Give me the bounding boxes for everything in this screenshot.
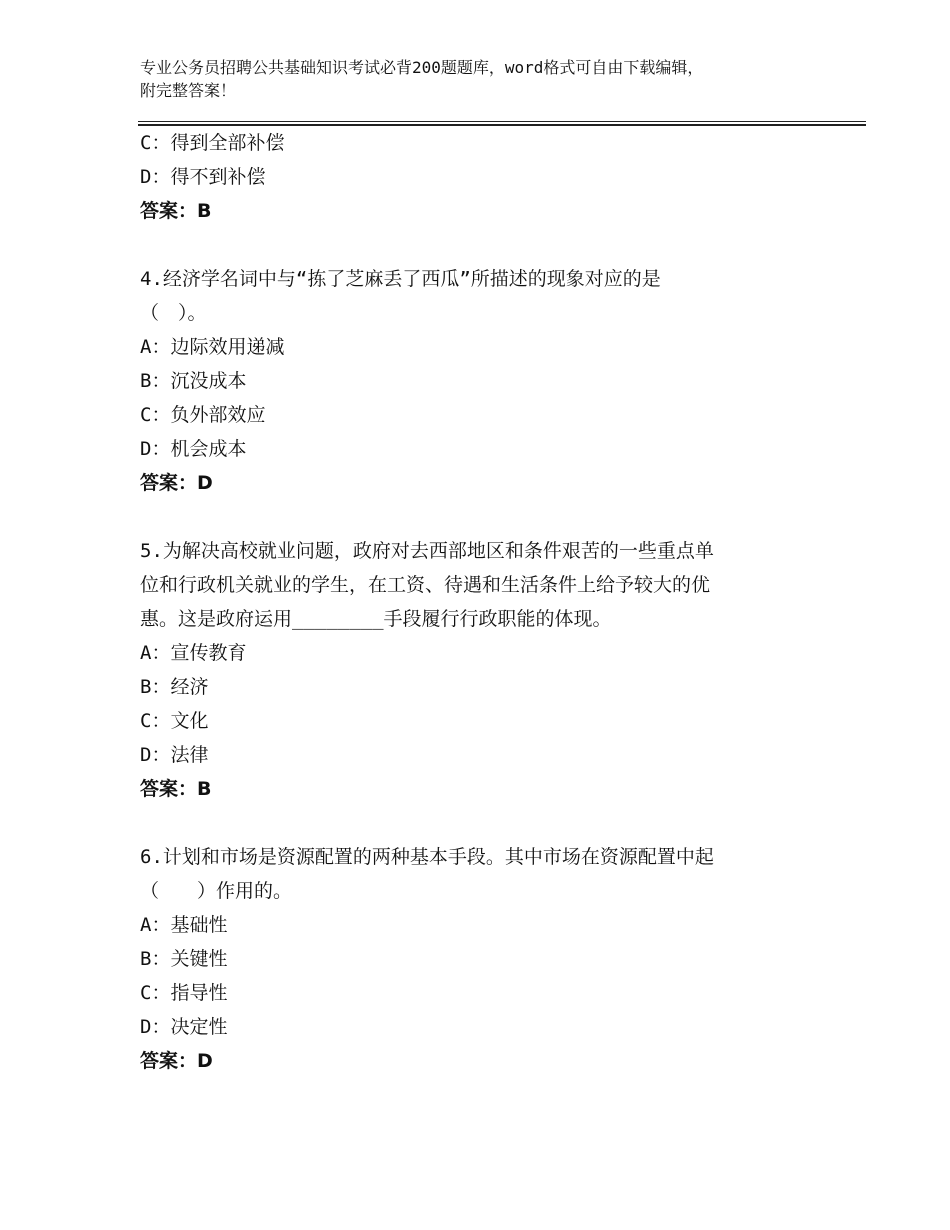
option-b: B：关键性 bbox=[140, 948, 228, 970]
option-d: D：得不到补偿 bbox=[140, 166, 266, 188]
option-a: A：基础性 bbox=[140, 914, 228, 936]
question-list bbox=[140, 126, 840, 1078]
question-3-tail bbox=[140, 126, 840, 228]
question-text-line: 位和行政机关就业的学生，在工资、待遇和生活条件上给予较大的优 bbox=[140, 574, 711, 596]
answer: 答案：B bbox=[140, 778, 212, 800]
answer: 答案：D bbox=[140, 472, 213, 494]
document-header bbox=[140, 56, 840, 102]
question-text-line: 5.为解决高校就业问题，政府对去西部地区和条件艰苦的一些重点单 bbox=[140, 540, 714, 562]
option-d: D：机会成本 bbox=[140, 438, 247, 460]
question-text-line: （ ）作用的。 bbox=[140, 880, 293, 902]
header-line-2: 附完整答案！ bbox=[140, 81, 237, 100]
option-c: C：负外部效应 bbox=[140, 404, 266, 426]
option-c: C：文化 bbox=[140, 710, 209, 732]
option-b: B：沉没成本 bbox=[140, 370, 247, 392]
question-text-line: 6.计划和市场是资源配置的两种基本手段。其中市场在资源配置中起 bbox=[140, 846, 714, 868]
option-d: D：法律 bbox=[140, 744, 209, 766]
option-c: C：指导性 bbox=[140, 982, 228, 1004]
option-b: B：经济 bbox=[140, 676, 209, 698]
question-4 bbox=[140, 262, 840, 500]
question-6 bbox=[140, 840, 840, 1078]
answer: 答案：B bbox=[140, 200, 212, 222]
option-a: A：宣传教育 bbox=[140, 642, 247, 664]
question-text bbox=[140, 840, 800, 908]
header-divider-thin bbox=[138, 121, 866, 122]
option-a: A：边际效用递减 bbox=[140, 336, 285, 358]
question-text-line: 惠。这是政府运用________手段履行行政职能的体现。 bbox=[140, 608, 612, 630]
header-line-1: 专业公务员招聘公共基础知识考试必背200题题库，word格式可自由下载编辑， bbox=[140, 58, 704, 77]
option-c: C：得到全部补偿 bbox=[140, 132, 285, 154]
question-text bbox=[140, 534, 800, 636]
question-text-line: 4.经济学名词中与“拣了芝麻丢了西瓜”所描述的现象对应的是 bbox=[140, 268, 661, 290]
question-text-line: （ ）。 bbox=[140, 302, 207, 324]
answer: 答案：D bbox=[140, 1050, 213, 1072]
question-text bbox=[140, 262, 800, 330]
question-5 bbox=[140, 534, 840, 806]
option-d: D：决定性 bbox=[140, 1016, 228, 1038]
